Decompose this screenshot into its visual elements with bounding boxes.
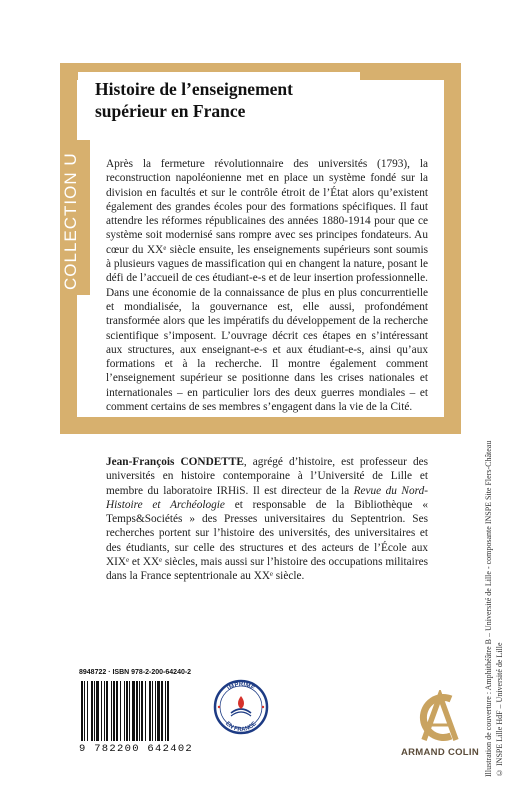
imprime-en-france-badge xyxy=(213,673,269,752)
journal-title: Revue du Nord-Histoire et Archéologie xyxy=(106,484,428,511)
publisher-name: ARMAND COLIN xyxy=(400,747,479,758)
summary-paragraph: Après la fermeture révolutionnaire des universités (1793), la reconstruction napoléonienne met en place un système fondé sur la division en facultés et sur le contrôle étroit de l’État alors qu’existent également des grandes écoles pour des formations spécifiques. Il faut attendre les réformes républicaines des années 1880-1914 pour que ce système soit modernisé sans rompre avec ses principes fondateurs. Au cœur du XXᵉ siècle ensuite, les enseignements supérieurs sont soumis à plusieurs vagues de massification qui en changent la nature, posant le défi de l’accueil de ces étudiant-e-s et de leur insertion professionnelle. Dans une économie de la connaissance de plus en plus concurrentielle et mondialisée, la gouvernance est, elle aussi, profondément transformée alors que les impératifs du développement de la recherche scientifique s’imposent. L’ouvrage décrit ces étapes en s’intéressant aux structures, aux enseignant-e-s et aux étudiant-e-s, ainsi qu’aux formations et à la recherche. Il montre également comment l’enseignement supérieur se positionne dans les crises nationales et internationales – en particulier lors des deux guerres mondiales – et comment certains de ses membres s’engagent dans la vie de la Cité. xyxy=(106,158,428,414)
book-title: Histoire de l’enseignement supérieur en France xyxy=(95,79,293,121)
author-name: Jean-François CONDETTE xyxy=(106,456,244,468)
author-bio-part1: , agrégé d’histoire, est professeur des universités en histoire contemporaine à l’Université de Lille et membre du laboratoire IRHiS. Il est directeur de la xyxy=(106,456,429,497)
armand-colin-monogram-icon xyxy=(398,690,482,746)
author-bio xyxy=(106,455,428,584)
credit-line-copyright: © INSPE Lille HdF – Université de Lille xyxy=(495,642,504,777)
barcode-digits: 9 782200 642402 xyxy=(79,743,194,755)
badge-top-text: IMPRIMÉ xyxy=(226,682,256,692)
publisher-logo xyxy=(398,690,482,760)
credit-line-illustration: Illustration de couverture : Amphithéâtre B – Université de Lille - composante INSPE Site Flers-Château xyxy=(484,440,493,777)
isbn-line: 8948722 · ISBN 978-2-200-64240-2 xyxy=(79,669,192,676)
barcode xyxy=(79,669,197,757)
author-bio-part2: et responsable de la Bibliothèque « Temps&Sociétés » des Presses universitaires du Septentrion. Ses recherches portent sur l’histoire des universités, des universitaires et des étudiants, sur celle des structures et des acteurs de l’École aux XIXᵉ et XXᵉ siècles, mais aussi sur l’histoire des occupations militaires dans la France septentrionale au XXᵉ siècle. xyxy=(106,498,428,583)
badge-bottom-text: EN FRANCE xyxy=(224,720,258,734)
cover-credits xyxy=(483,425,517,777)
summary-text xyxy=(106,157,428,414)
barcode-bars xyxy=(79,681,197,741)
collection-label: COLLECTION U xyxy=(61,152,80,290)
